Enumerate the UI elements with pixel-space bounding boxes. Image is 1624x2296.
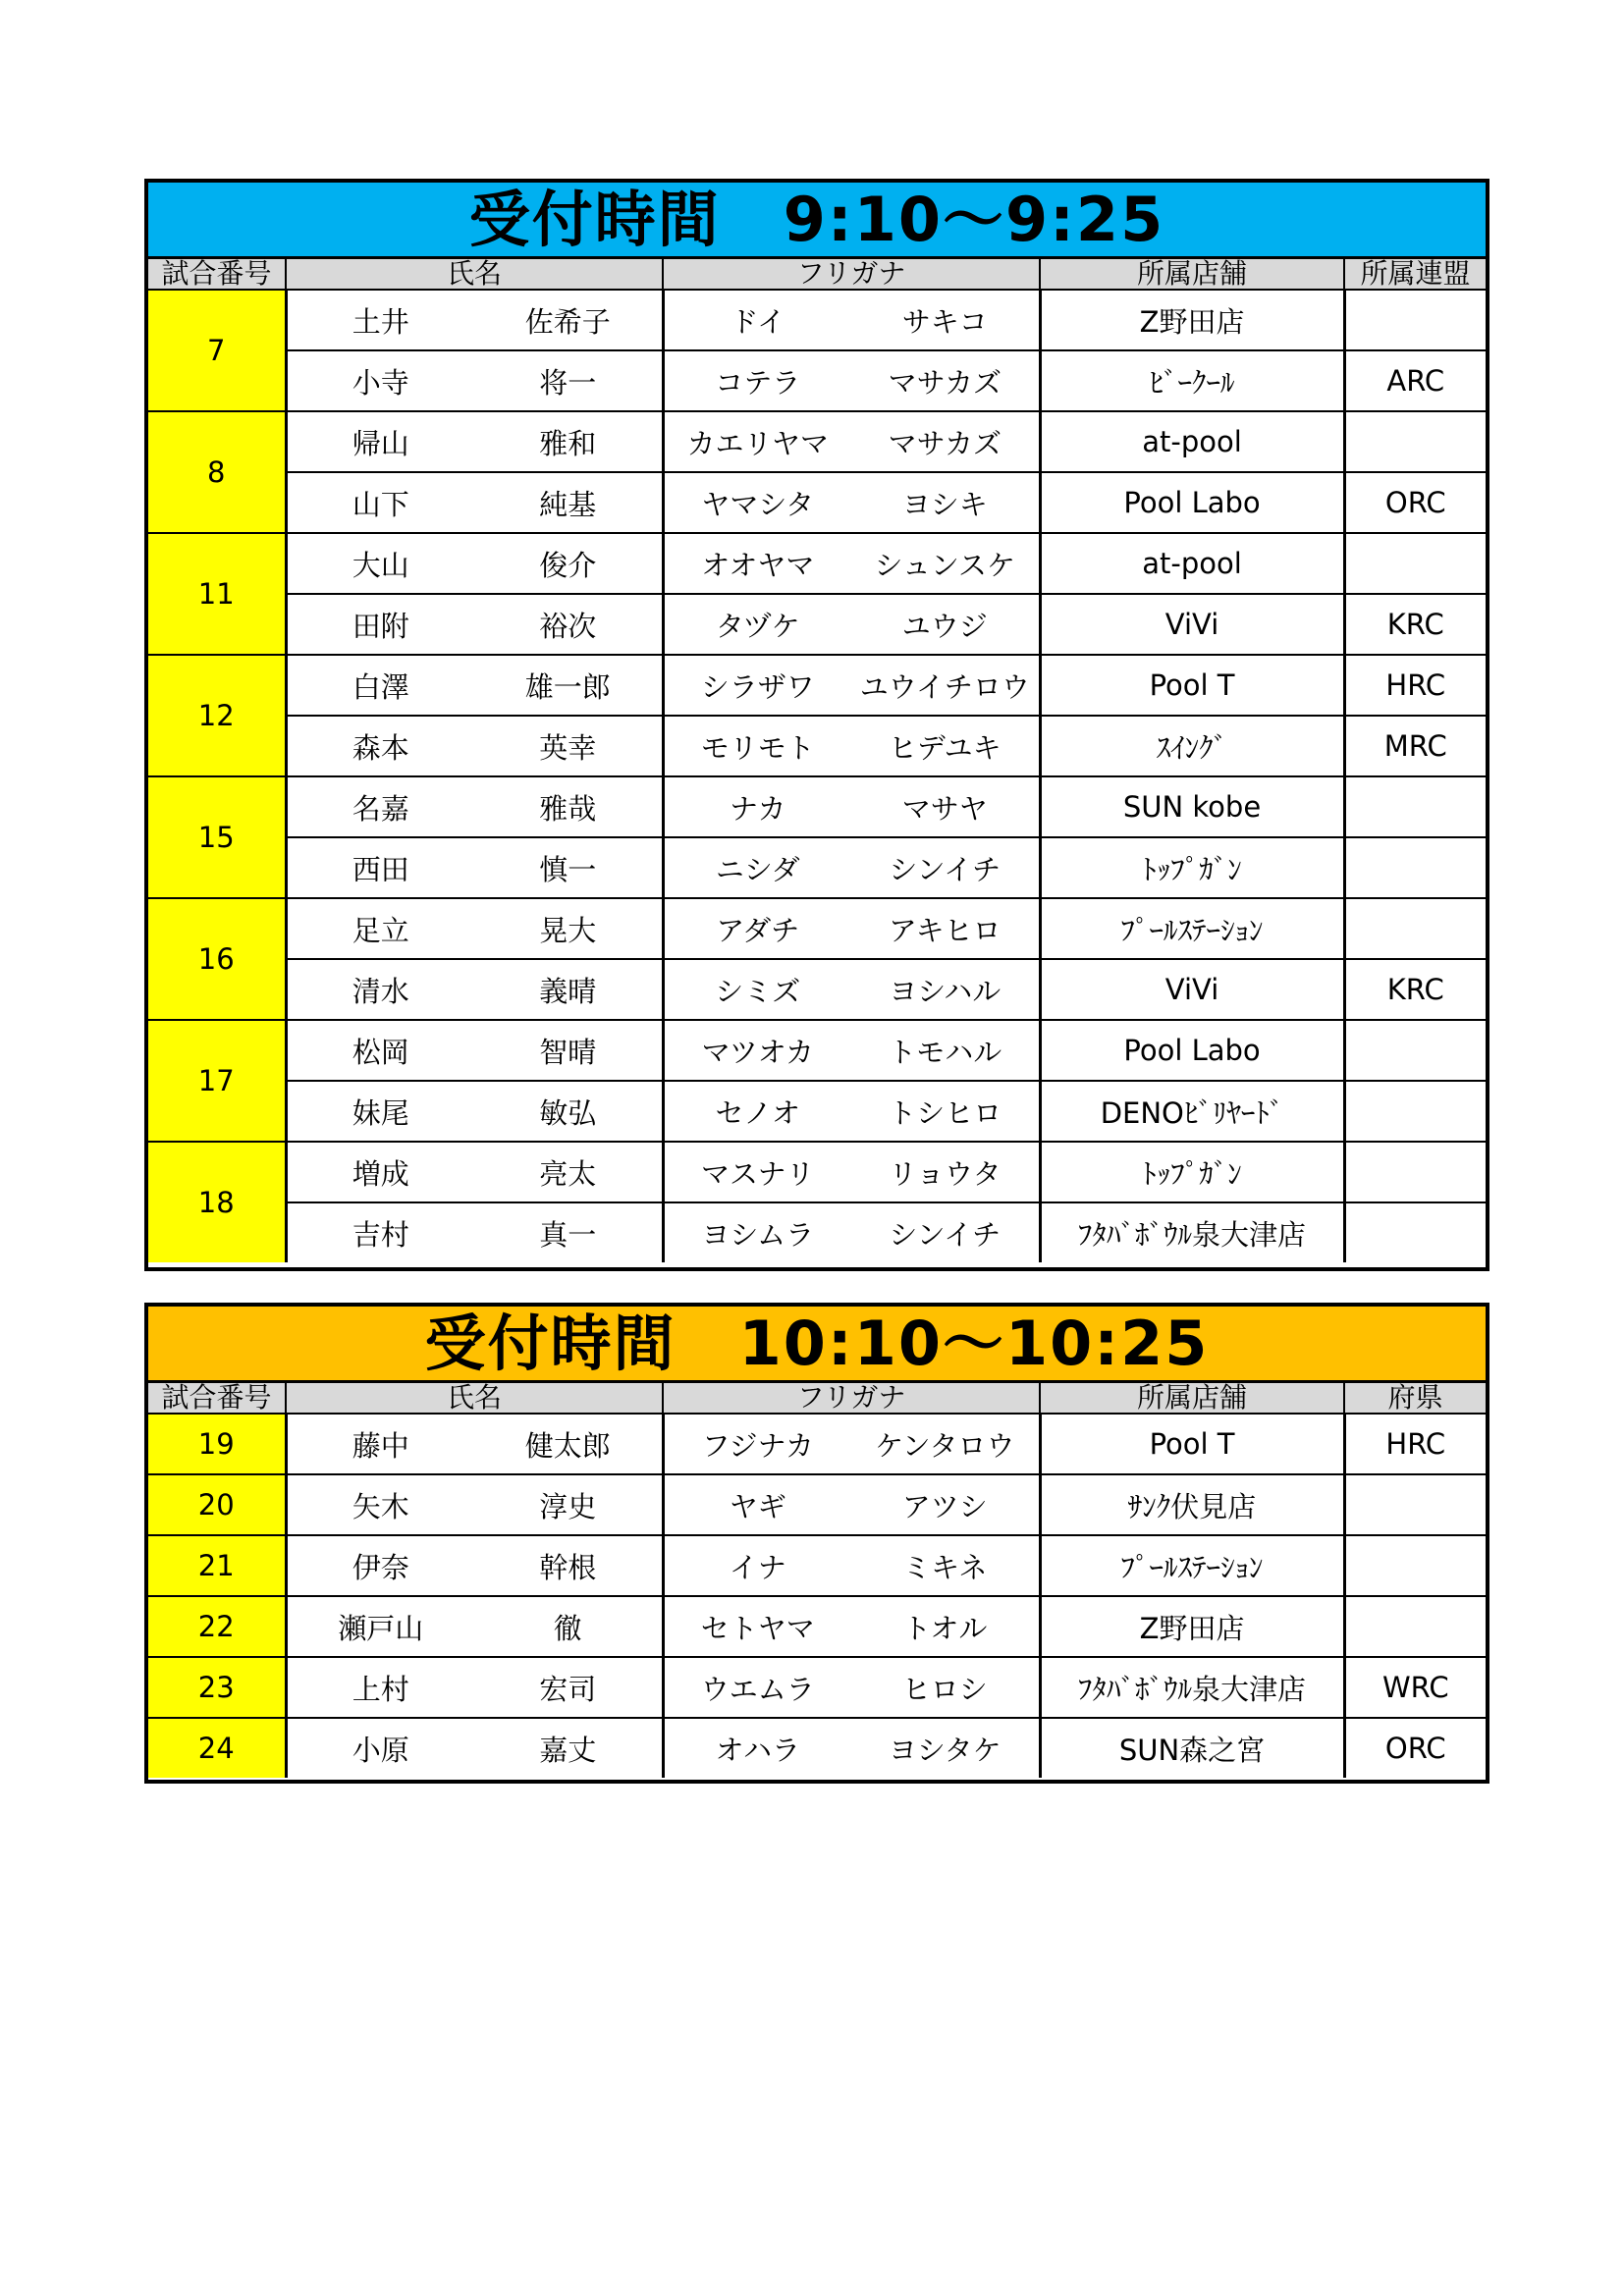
given-name: 亮太	[474, 1142, 663, 1202]
given-name-kana: リョウタ	[851, 1142, 1040, 1202]
given-name: 健太郎	[524, 1428, 611, 1463]
family-name-kana: ドイ	[663, 290, 851, 350]
match-number: 7	[148, 290, 286, 411]
given-name: 純基	[474, 472, 663, 533]
table-row	[148, 1414, 1486, 1474]
given-name-kana: ユウイチロウ	[851, 655, 1040, 716]
family-name-kana: ヤギ	[663, 1474, 851, 1535]
given-name: 慎一	[474, 837, 663, 898]
federation: MRC	[1344, 716, 1486, 776]
table-row	[148, 837, 1486, 898]
header-federation: 所属連盟	[1344, 259, 1486, 290]
shop-name: SUN森之宮	[1040, 1718, 1344, 1778]
family-name-kana: セノオ	[663, 1081, 851, 1142]
family-name-kana: ヤマシタ	[663, 472, 851, 533]
federation	[1344, 1081, 1486, 1142]
given-name: 将一	[474, 350, 663, 411]
federation	[1344, 776, 1486, 837]
shop-name: ｻﾝｸ伏見店	[1040, 1474, 1344, 1535]
table-row	[148, 1142, 1486, 1202]
match-number: 15	[148, 776, 286, 898]
session-1-title: 受付時間 9:10～9:25	[148, 183, 1486, 259]
family-name-kana: コテラ	[663, 350, 851, 411]
given-name-kana: トオル	[851, 1596, 1040, 1657]
given-name-kana: マサカズ	[851, 350, 1040, 411]
family-name-kana: マツオカ	[663, 1020, 851, 1081]
family-name: 伊奈	[286, 1535, 474, 1596]
header-kana: フリガナ	[663, 1383, 1040, 1414]
federation: HRC	[1344, 655, 1486, 716]
family-name: 瀬戸山	[286, 1596, 474, 1657]
given-name: 晃大	[474, 898, 663, 959]
federation: ORC	[1344, 472, 1486, 533]
given-name: 徹	[474, 1596, 663, 1657]
match-number: 12	[148, 655, 286, 776]
table-row	[148, 1596, 1486, 1657]
table-row	[148, 1081, 1486, 1142]
federation	[1344, 898, 1486, 959]
family-name-kana: セトヤマ	[663, 1596, 851, 1657]
family-name-kana: フジナカ	[663, 1414, 851, 1474]
match-number: 23	[148, 1657, 286, 1718]
federation: KRC	[1344, 594, 1486, 655]
given-name-kana: ミキネ	[851, 1535, 1040, 1596]
prefecture: ORC	[1344, 1718, 1486, 1778]
family-name: 名嘉	[286, 776, 474, 837]
session-2-title: 受付時間 10:10～10:25	[148, 1307, 1486, 1383]
header-kana: フリガナ	[663, 259, 1040, 290]
given-name-kana: ヒロシ	[851, 1657, 1040, 1718]
shop-name: ﾄｯﾌﾟｶﾞﾝ	[1040, 837, 1344, 898]
shop-name: ViVi	[1040, 594, 1344, 655]
family-name: 帰山	[286, 411, 474, 472]
federation	[1344, 837, 1486, 898]
shop-name: Pool Labo	[1040, 1020, 1344, 1081]
header-prefecture: 府県	[1344, 1383, 1486, 1414]
shop-name: ｽｲﾝｸﾞ	[1040, 716, 1344, 776]
given-name-kana: マサヤ	[851, 776, 1040, 837]
given-name: 俊介	[474, 533, 663, 594]
given-name: 嘉丈	[474, 1718, 663, 1778]
family-name: 矢木	[286, 1474, 474, 1535]
family-name-kana: ウエムラ	[663, 1657, 851, 1718]
family-name-kana: ニシダ	[663, 837, 851, 898]
family-name-kana: タヅケ	[663, 594, 851, 655]
shop-name: DENOﾋﾞﾘﾔｰﾄﾞ	[1040, 1081, 1344, 1142]
family-name: 藤中	[352, 1428, 409, 1463]
header-match-no: 試合番号	[148, 259, 286, 290]
federation	[1344, 1142, 1486, 1202]
federation	[1344, 533, 1486, 594]
family-name-kana: イナ	[663, 1535, 851, 1596]
shop-name: at-pool	[1040, 411, 1344, 472]
header-shop: 所属店舗	[1040, 259, 1344, 290]
given-name: 義晴	[474, 959, 663, 1020]
prefecture	[1344, 1535, 1486, 1596]
table-row	[148, 411, 1486, 472]
header-name: 氏名	[286, 259, 663, 290]
family-name-kana: カエリヤマ	[663, 411, 851, 472]
header-match-no: 試合番号	[148, 1383, 286, 1414]
table-row	[148, 290, 1486, 350]
table-row	[148, 655, 1486, 716]
given-name-kana: アツシ	[851, 1474, 1040, 1535]
table-row	[148, 1535, 1486, 1596]
session-1-table-block	[144, 179, 1489, 1271]
table-row	[148, 716, 1486, 776]
family-name-kana: アダチ	[663, 898, 851, 959]
shop-name: Z野田店	[1040, 1596, 1344, 1657]
header-shop: 所属店舗	[1040, 1383, 1344, 1414]
table-row	[148, 898, 1486, 959]
match-number: 22	[148, 1596, 286, 1657]
shop-name: ViVi	[1040, 959, 1344, 1020]
table-row	[148, 1202, 1486, 1262]
match-number: 17	[148, 1020, 286, 1142]
given-name: 宏司	[474, 1657, 663, 1718]
family-name: 森本	[286, 716, 474, 776]
given-name-kana: ヒデユキ	[851, 716, 1040, 776]
given-name-kana: ユウジ	[851, 594, 1040, 655]
family-name: 松岡	[286, 1020, 474, 1081]
shop-name: Pool T	[1040, 1414, 1344, 1474]
family-name-kana: モリモト	[663, 716, 851, 776]
family-name: 西田	[286, 837, 474, 898]
given-name: 雅和	[474, 411, 663, 472]
family-name-kana: シミズ	[663, 959, 851, 1020]
given-name: 敏弘	[474, 1081, 663, 1142]
family-name: 白澤	[286, 655, 474, 716]
given-name-kana: トモハル	[851, 1020, 1040, 1081]
shop-name: ﾄｯﾌﾟｶﾞﾝ	[1040, 1142, 1344, 1202]
given-name: 雅哉	[474, 776, 663, 837]
prefecture: WRC	[1344, 1657, 1486, 1718]
given-name: 真一	[474, 1202, 663, 1262]
given-name-kana: マサカズ	[851, 411, 1040, 472]
family-name-kana: ナカ	[663, 776, 851, 837]
table-row	[148, 533, 1486, 594]
family-name: 増成	[286, 1142, 474, 1202]
table-row	[148, 1657, 1486, 1718]
given-name: 雄一郎	[474, 655, 663, 716]
match-number: 16	[148, 898, 286, 1020]
prefecture	[1344, 1596, 1486, 1657]
family-name: 吉村	[286, 1202, 474, 1262]
match-number: 24	[148, 1718, 286, 1778]
shop-name: at-pool	[1040, 533, 1344, 594]
given-name-kana: シンイチ	[851, 837, 1040, 898]
family-name-kana: ヨシムラ	[663, 1202, 851, 1262]
table-row	[148, 959, 1486, 1020]
federation	[1344, 1202, 1486, 1262]
family-name: 妹尾	[286, 1081, 474, 1142]
shop-name: ﾌﾀﾊﾞﾎﾞｳﾙ泉大津店	[1040, 1202, 1344, 1262]
given-name-kana: ヨシタケ	[851, 1718, 1040, 1778]
given-name: 英幸	[474, 716, 663, 776]
session-2-header-row	[148, 1383, 1486, 1414]
given-name-kana: ヨシキ	[851, 472, 1040, 533]
given-name-kana: トシヒロ	[851, 1081, 1040, 1142]
given-name: 幹根	[474, 1535, 663, 1596]
family-name: 足立	[286, 898, 474, 959]
shop-name: Pool T	[1040, 655, 1344, 716]
shop-name: ﾋﾞｰｸｰﾙ	[1040, 350, 1344, 411]
family-name: 清水	[286, 959, 474, 1020]
given-name-kana: シュンスケ	[851, 533, 1040, 594]
family-name-kana: マスナリ	[663, 1142, 851, 1202]
family-name: 小寺	[286, 350, 474, 411]
shop-name: Pool Labo	[1040, 472, 1344, 533]
prefecture: HRC	[1344, 1414, 1486, 1474]
federation: ARC	[1344, 350, 1486, 411]
given-name-kana: ヨシハル	[851, 959, 1040, 1020]
given-name: 智晴	[474, 1020, 663, 1081]
given-name-kana: ケンタロウ	[875, 1428, 1015, 1463]
match-number: 8	[148, 411, 286, 533]
match-number: 21	[148, 1535, 286, 1596]
session-1-header-row	[148, 259, 1486, 290]
shop-name: ﾌﾟｰﾙｽﾃｰｼｮﾝ	[1040, 898, 1344, 959]
family-name: 土井	[352, 304, 409, 339]
federation	[1344, 411, 1486, 472]
given-name: 佐希子	[524, 304, 611, 339]
shop-name: Z野田店	[1040, 290, 1344, 350]
session-2-table	[148, 1383, 1486, 1778]
match-number: 11	[148, 533, 286, 655]
federation: KRC	[1344, 959, 1486, 1020]
family-name: 田附	[286, 594, 474, 655]
table-row	[148, 1474, 1486, 1535]
match-number: 19	[148, 1414, 286, 1474]
table-row	[148, 350, 1486, 411]
given-name: 淳史	[474, 1474, 663, 1535]
family-name: 山下	[286, 472, 474, 533]
prefecture	[1344, 1474, 1486, 1535]
given-name-kana: アキヒロ	[851, 898, 1040, 959]
table-row	[148, 1718, 1486, 1778]
table-row	[148, 594, 1486, 655]
family-name-kana: シラザワ	[663, 655, 851, 716]
session-1-table	[148, 259, 1486, 1262]
family-name: 小原	[286, 1718, 474, 1778]
shop-name: ﾌﾟｰﾙｽﾃｰｼｮﾝ	[1040, 1535, 1344, 1596]
header-name: 氏名	[286, 1383, 663, 1414]
shop-name: ﾌﾀﾊﾞﾎﾞｳﾙ泉大津店	[1040, 1657, 1344, 1718]
given-name-kana: シンイチ	[851, 1202, 1040, 1262]
table-row	[148, 776, 1486, 837]
given-name: 裕次	[474, 594, 663, 655]
match-number: 18	[148, 1142, 286, 1262]
family-name-kana: オオヤマ	[663, 533, 851, 594]
match-number: 20	[148, 1474, 286, 1535]
session-2-table-block	[144, 1303, 1489, 1784]
family-name: 上村	[286, 1657, 474, 1718]
given-name-kana: サキコ	[901, 304, 988, 339]
table-row	[148, 472, 1486, 533]
family-name: 大山	[286, 533, 474, 594]
federation	[1344, 1020, 1486, 1081]
family-name-kana: オハラ	[663, 1718, 851, 1778]
federation	[1344, 290, 1486, 350]
table-row	[148, 1020, 1486, 1081]
shop-name: SUN kobe	[1040, 776, 1344, 837]
